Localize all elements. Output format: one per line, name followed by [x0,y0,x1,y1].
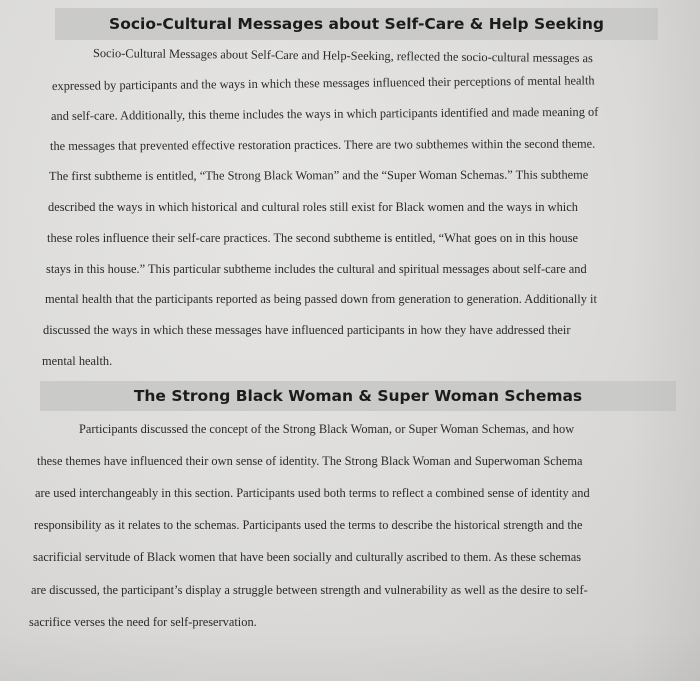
paragraph-line: mental health that the participants reported as being passed down from generation to generation. Additionally it [45,292,597,306]
paragraph-line: the messages that prevented effective restoration practices. There are two subthemes within the second theme. [49,136,596,153]
paragraph-line: sacrifice verses the need for self-preservation. [29,615,257,629]
paragraph-line: are used interchangeably in this section. Participants used both terms to reflect a combined sense of identity and [35,486,590,500]
paragraph-line: The first subtheme is entitled, “The Strong Black Woman” and the “Super Woman Schemas.” This subtheme [48,167,589,183]
paragraph-line: stays in this house.” This particular subtheme includes the cultural and spiritual messages about self-care and [46,262,587,276]
paragraph-line: sacrificial servitude of Black women that have been socially and culturally ascribed to them. As these schemas [33,550,582,564]
paragraph-line: responsibility as it relates to the schemas. Participants used the terms to describe the historical strength and the [34,518,583,532]
paragraph-line: these roles influence their self-care practices. The second subtheme is entitled, “What goes on in this house [47,231,579,245]
paragraph-line: are discussed, the participant’s display a struggle between strength and vulnerability as well as the desire to self- [31,583,588,597]
paragraph-line: mental health. [42,354,113,368]
paragraph-line: described the ways in which historical and cultural roles still exist for Black women and the ways in which [48,200,578,214]
paragraph-line: Socio-Cultural Messages about Self-Care and Help-Seeking, reflected the socio-cultural messages as [92,46,594,66]
paragraph-line: and self-care. Additionally, this theme includes the ways in which participants identified and made meaning of [50,104,599,123]
paragraph-line: these themes have influenced their own sense of identity. The Strong Black Woman and Superwoman Schema [37,454,583,468]
section-heading-text: Socio-Cultural Messages about Self-Care & Help Seeking [109,15,604,33]
section-heading-text: The Strong Black Woman & Super Woman Schemas [133,387,583,405]
paragraph-line: Participants discussed the concept of the Strong Black Woman, or Super Woman Schemas, and how [79,422,575,436]
paragraph-line: discussed the ways in which these messages have influenced participants in how they have addressed their [43,323,571,337]
paragraph-line: expressed by participants and the ways in which these messages influenced their perceptions of mental health [51,73,595,93]
